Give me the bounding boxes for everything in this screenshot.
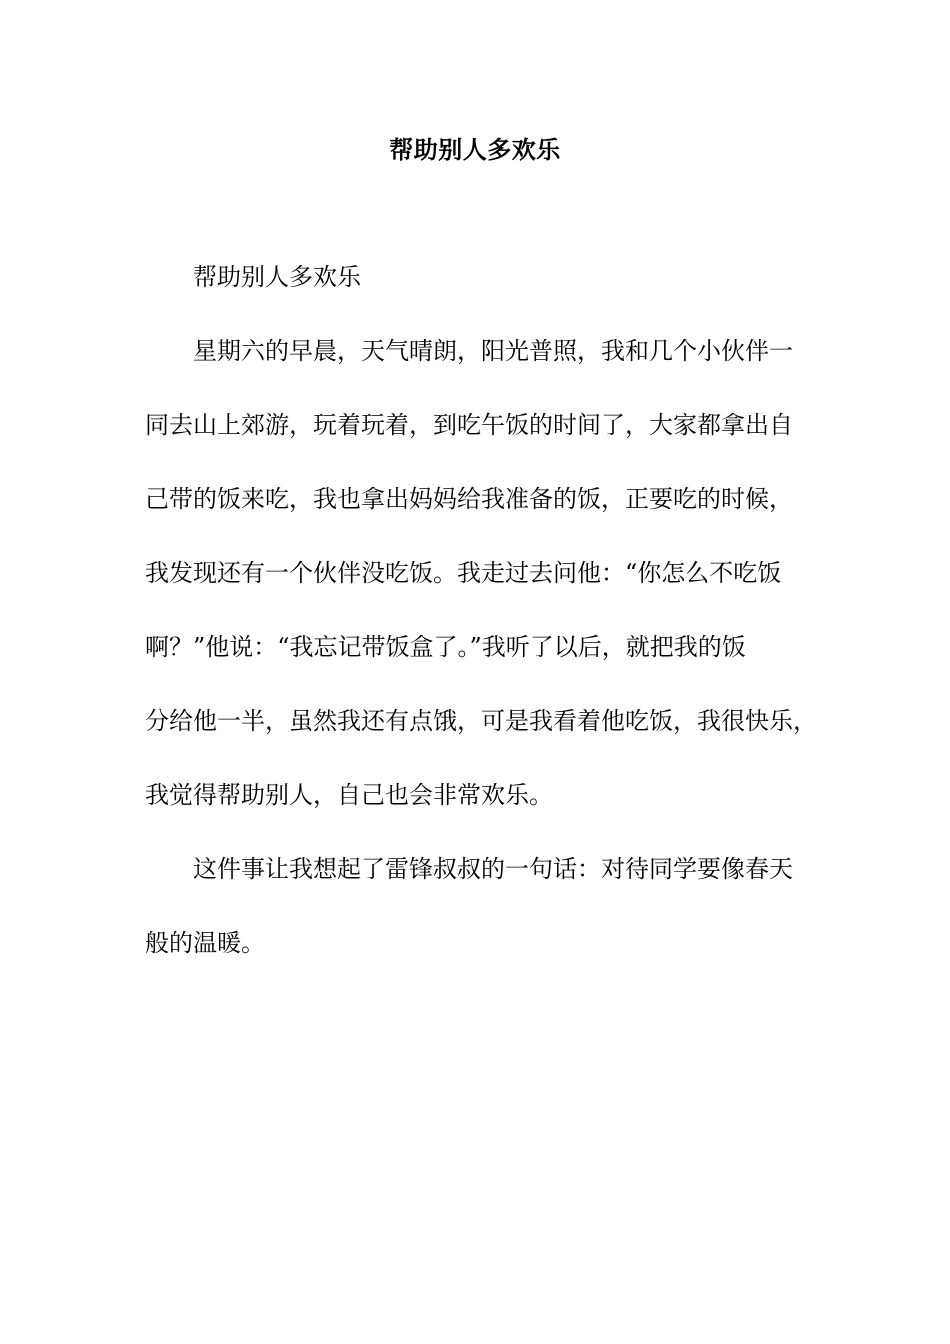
paragraph-line: 啊？”他说：“我忘记带饭盒了。”我听了以后，就把我的饭 <box>145 633 746 661</box>
paragraph-line: 我觉得帮助别人，自己也会非常欢乐。 <box>145 781 553 809</box>
paragraph-line: 这件事让我想起了雷锋叔叔的一句话：对待同学要像春天 <box>193 855 793 883</box>
paragraph-line: 同去山上郊游，玩着玩着，到吃午饭的时间了，大家都拿出自 <box>145 411 793 439</box>
paragraph-line: 星期六的早晨，天气晴朗，阳光普照，我和几个小伙伴一 <box>193 337 793 365</box>
paragraph-line: 我发现还有一个伙伴没吃饭。我走过去问他：“你怎么不吃饭 <box>145 559 782 587</box>
document-body <box>145 255 827 995</box>
paragraph-line: 般的温暖。 <box>145 929 265 957</box>
paragraph-line: 分给他一半，虽然我还有点饿，可是我看着他吃饭，我很快乐， <box>145 707 817 735</box>
paragraph-line: 帮助别人多欢乐 <box>193 263 361 291</box>
document-title: 帮助别人多欢乐 <box>389 135 561 164</box>
paragraph-line: 己带的饭来吃，我也拿出妈妈给我准备的饭，正要吃的时候， <box>145 485 793 513</box>
